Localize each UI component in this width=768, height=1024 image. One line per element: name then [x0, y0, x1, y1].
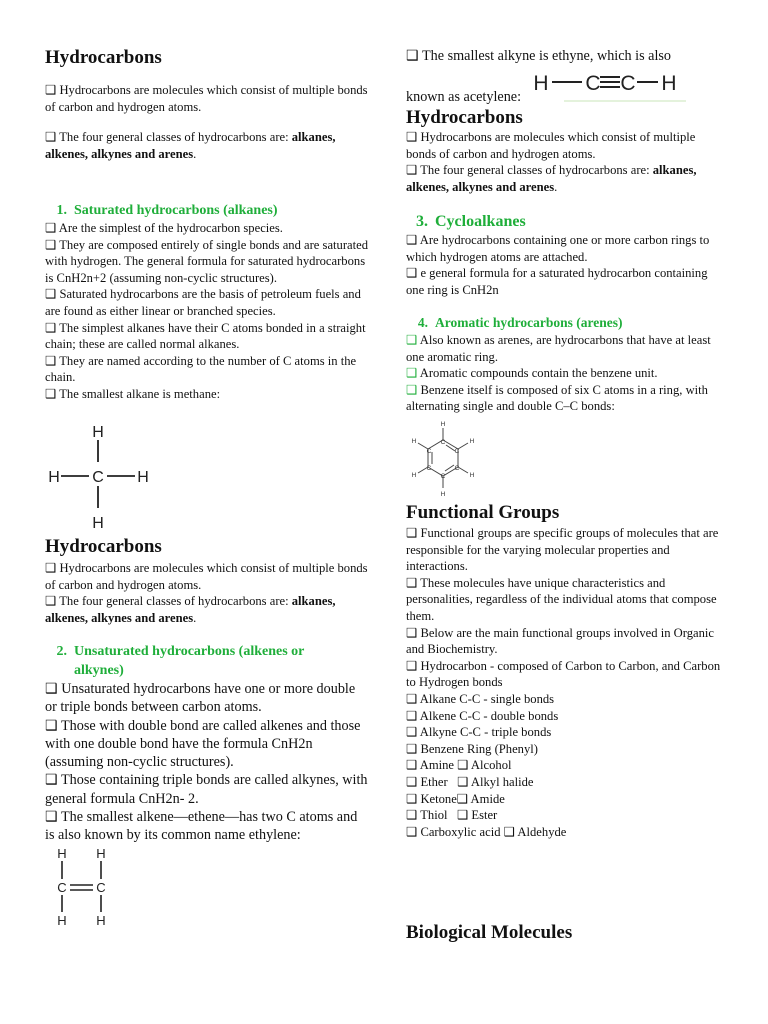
hydrogen-atom: H — [57, 846, 67, 861]
benzene-structure — [408, 420, 480, 500]
subheading-number: 1. — [56, 203, 67, 218]
bond-line — [458, 467, 468, 473]
alkane-bullet-list — [45, 220, 370, 403]
list-item: ❑ Carboxylic acid ❑ Aldehyde — [406, 824, 567, 839]
hydrogen-atom: H — [440, 491, 446, 498]
list-item: ❑ Benzene Ring (Phenyl) — [406, 741, 538, 756]
subheading-number: 2. — [56, 644, 67, 659]
hydrogen-atom: H — [469, 438, 475, 445]
subheading-number: 4. — [417, 315, 428, 330]
carbon-atom: C — [585, 72, 601, 95]
carbon-atom: C — [426, 448, 432, 455]
list-item: ❑ Aromatic compounds contain the benzene unit. — [406, 366, 658, 381]
carbon-atom: C — [440, 473, 446, 480]
section-title-hydrocarbons-1: Hydrocarbons — [45, 47, 162, 68]
list-item: ❑ Hydrocarbon - composed of Carbon to Carbon, and Carbon to Hydrogen bonds — [406, 658, 721, 690]
list-item: ❑ Unsaturated hydrocarbons have one or more double or triple bonds between carbon atoms. — [45, 681, 356, 716]
hydrogen-atom: H — [92, 515, 104, 532]
cycloalkane-bullet-list — [406, 232, 726, 298]
list-item: ❑ The smallest alkene—ethene—has two C atoms and is also known by its common name ethylene: — [45, 809, 358, 844]
classes-period: . — [554, 179, 558, 194]
list-item: ❑ They are named according to the number of C atoms in the chain. — [45, 353, 357, 385]
list-item: ❑ The smallest alkane is methane: — [45, 386, 221, 401]
section-title-hydrocarbons-3: Hydrocarbons — [406, 107, 523, 128]
list-item: ❑ Are hydrocarbons containing one or more carbon rings to which hydrogen atoms are attached. — [406, 233, 710, 264]
paragraph-definition-2: ❑ Hydrocarbons are molecules which consist of multiple bonds of carbon and hydrogen atoms. — [45, 561, 368, 592]
hydrogen-atom: H — [57, 913, 67, 928]
hydrogen-atom: H — [137, 469, 149, 486]
carbon-atom: C — [57, 880, 67, 895]
hydrogen-atom: H — [533, 72, 549, 95]
paragraph-classes-3 — [406, 162, 726, 195]
classes-intro: ❑ The four general classes of hydrocarbons are: — [406, 163, 653, 177]
list-item: ❑ Are the simplest of the hydrocarbon species. — [45, 221, 283, 235]
section-title-hydrocarbons-2: Hydrocarbons — [45, 536, 162, 557]
list-item: ❑ They are composed entirely of single bonds and are saturated with hydrogen. The general formula for saturated hydrocarbons is CnH2n+2 (assuming non-cyclic structures). — [45, 237, 368, 285]
hydrogen-atom: H — [661, 72, 677, 95]
classes-intro: ❑ The four general classes of hydrocarbons are: — [45, 594, 292, 608]
hydrogen-atom: H — [469, 472, 475, 479]
subheading-arenes — [406, 314, 726, 333]
bullet-marker: ❑ — [406, 366, 418, 381]
bullet-marker: ❑ — [406, 333, 418, 347]
paragraph-definition-1: ❑ Hydrocarbons are molecules which consist of multiple bonds of carbon and hydrogen atoms. — [45, 83, 368, 114]
hydrogen-atom: H — [92, 424, 104, 441]
list-item: ❑ Alkyne C-C - triple bonds — [406, 725, 552, 740]
list-item: ❑ Benzene itself is composed of six C atoms in a ring, with alternating single and double C–C bonds: — [406, 382, 708, 414]
list-item: ❑ Those with double bond are called alkenes and those with one double bond have the formula CnH2n (assuming non-cyclic structures). — [45, 717, 361, 771]
subheading-text: Aromatic hydrocarbons (arenes) — [435, 315, 623, 330]
list-item: ❑ Alkene C-C - double bonds — [406, 708, 559, 723]
list-item: ❑ e general formula for a saturated hydrocarbon containing one ring is CnH2n — [406, 266, 708, 297]
paragraph-definition-3: ❑ Hydrocarbons are molecules which consist of multiple bonds of carbon and hydrogen atoms. — [406, 130, 696, 161]
classes-list: alkanes, alkenes, alkynes and arenes — [45, 130, 336, 161]
carbon-atom: C — [454, 448, 460, 455]
subheading-number: 3. — [416, 213, 428, 230]
hydrogen-atom: H — [96, 913, 106, 928]
list-item: ❑ Also known as arenes, are hydrocarbons that have at least one aromatic ring. — [406, 333, 711, 364]
list-item: ❑ Below are the main functional groups involved in Organic and Biochemistry. — [406, 625, 714, 657]
carbon-atom: C — [454, 465, 460, 472]
list-item: ❑ Ketone❑ Amide — [406, 791, 505, 806]
hydrogen-atom: H — [48, 469, 60, 486]
list-item: ❑ Ether ❑ Alkyl halide — [406, 774, 534, 789]
subheading-cycloalkanes — [406, 212, 726, 232]
ethene-structure — [50, 845, 120, 929]
carbon-atom: C — [440, 439, 446, 446]
classes-period: . — [193, 610, 197, 625]
carbon-atom: C — [92, 469, 104, 486]
list-item: ❑ Amine ❑ Alcohol — [406, 758, 512, 773]
carbon-atom: C — [620, 72, 636, 95]
carbon-atom: C — [426, 465, 432, 472]
paragraph-classes-2 — [45, 593, 370, 626]
bullet-marker: ❑ — [406, 382, 418, 397]
list-item: ❑ Thiol ❑ Ester — [406, 808, 498, 823]
list-item: ❑ Saturated hydrocarbons are the basis of petroleum fuels and are found as either linear or branched species. — [45, 287, 361, 318]
list-item: ❑ Alkane C-C - single bonds — [406, 691, 555, 706]
hydrogen-atom: H — [411, 472, 417, 479]
list-item: ❑ Functional groups are specific groups of molecules that are responsible for the varying molecular properties and interactions. — [406, 526, 719, 574]
section-title-functional-groups: Functional Groups — [406, 502, 560, 523]
section-title-biological-molecules: Biological Molecules — [406, 922, 573, 943]
unsaturated-bullet-list — [45, 680, 370, 845]
hydrogen-atom: H — [96, 846, 106, 861]
classes-list: alkanes, alkenes, alkynes and arenes — [406, 163, 697, 194]
subheading-text: Cycloalkanes — [435, 213, 526, 230]
bond-line — [458, 443, 468, 449]
list-item: ❑ The simplest alkanes have their C atoms bonded in a straight chain; these are called normal alkanes. — [45, 320, 366, 352]
classes-period: . — [193, 146, 197, 161]
methane-structure — [45, 420, 155, 532]
functional-groups-list — [406, 525, 726, 840]
hydrogen-atom: H — [411, 438, 417, 445]
subheading-unsaturated — [45, 643, 370, 680]
alkyne-line-2: known as acetylene: — [406, 89, 522, 105]
classes-list: alkanes, alkenes, alkynes and arenes — [45, 594, 336, 625]
hydrogen-atom: H — [440, 421, 446, 428]
subheading-alkanes — [45, 202, 370, 221]
carbon-atom: C — [96, 880, 106, 895]
classes-intro: ❑ The four general classes of hydrocarbons are: — [45, 130, 292, 144]
alkyne-line-1: ❑ The smallest alkyne is ethyne, which is also — [406, 48, 672, 64]
list-item: ❑ These molecules have unique characteristics and personalities, regardless of the individual atoms that compose them. — [406, 575, 717, 623]
paragraph-classes-1 — [45, 129, 370, 162]
list-item: ❑ Those containing triple bonds are called alkynes, with general formula CnH2n- 2. — [45, 772, 368, 807]
acetylene-structure — [530, 68, 690, 104]
arene-bullet-list — [406, 332, 726, 415]
subheading-text: Unsaturated hydrocarbons (alkenes or alkynes) — [74, 644, 305, 678]
subheading-text: Saturated hydrocarbons (alkanes) — [74, 203, 278, 218]
